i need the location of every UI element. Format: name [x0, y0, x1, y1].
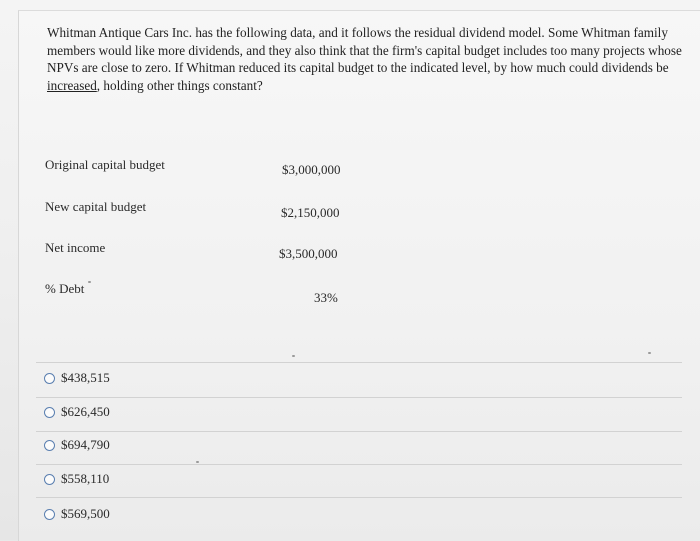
- question-text-underlined: increased: [47, 77, 97, 93]
- data-value-debt: 33%: [314, 290, 338, 305]
- answer-option-label: $569,500: [61, 506, 110, 521]
- data-label-original-budget: Original capital budget: [45, 157, 165, 172]
- option-separator: [36, 397, 682, 398]
- radio-button-icon[interactable]: [44, 373, 55, 384]
- answer-option-label: $626,450: [61, 404, 110, 419]
- answer-option-label: $558,110: [61, 471, 110, 486]
- option-separator: [36, 464, 682, 465]
- answer-option-2[interactable]: [44, 404, 110, 420]
- speck-mark: [648, 352, 651, 354]
- speck-mark: [292, 355, 295, 357]
- data-label-new-budget: New capital budget: [45, 199, 147, 214]
- data-label-debt: % Debt: [45, 281, 85, 296]
- answer-option-label: $694,790: [61, 437, 110, 452]
- speck-mark: [196, 461, 199, 463]
- data-label-net-income: Net income: [45, 240, 106, 255]
- answer-option-5[interactable]: [44, 506, 110, 522]
- radio-button-icon[interactable]: [44, 440, 55, 451]
- radio-button-icon[interactable]: [44, 474, 55, 485]
- answer-option-label: $438,515: [61, 370, 110, 385]
- question-text-part2: , holding other things constant?: [96, 77, 263, 93]
- data-value-original-budget: $3,000,000: [282, 162, 341, 177]
- radio-button-icon[interactable]: [44, 509, 55, 520]
- answer-option-1[interactable]: [44, 370, 110, 386]
- speck-mark: [88, 281, 91, 283]
- data-value-net-income: $3,500,000: [279, 246, 338, 261]
- answer-option-4[interactable]: [44, 471, 109, 487]
- radio-button-icon[interactable]: [44, 407, 55, 418]
- option-separator: [36, 497, 682, 498]
- option-separator: [36, 431, 682, 432]
- question-text-part1: Whitman Antique Cars Inc. has the following data, and it follows the residual dividend model. Some Whitman family members would like more dividends, and they also think that the firm's capital budget includes too many projects whose NPVs are close to zero. If Whitman reduced its capital budget to the indicated level, by how much could dividends be: [47, 25, 682, 75]
- question-text: [47, 24, 687, 94]
- data-value-new-budget: $2,150,000: [281, 205, 340, 220]
- option-separator: [36, 362, 682, 363]
- answer-option-3[interactable]: [44, 437, 110, 453]
